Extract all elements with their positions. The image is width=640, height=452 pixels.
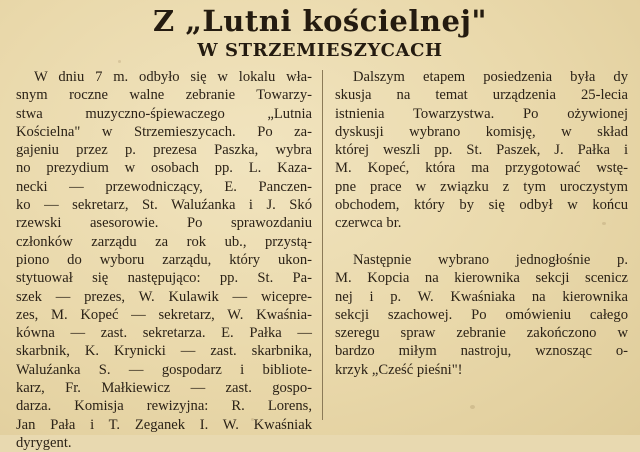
text-line: której weszli pp. St. Paszek, J. Pałka i — [335, 142, 628, 159]
text-line: sekcji szachowej. Po omówieniu całego — [335, 306, 628, 323]
left-column — [16, 68, 312, 452]
text-line: ko — sekretarz, St. Waluźanka i J. Skó — [16, 197, 312, 214]
text-line: rzewski asesorowie. Po sprawozdaniu — [16, 215, 312, 232]
text-line: Waluźanka S. — gospodarz i bibliote- — [16, 361, 312, 378]
text-line: Dalszym etapem posiedzenia była dy — [353, 69, 628, 85]
text-line: szeregu spraw zebranie zakończono w — [335, 325, 628, 342]
article-subheadline: W STRZEMIESZYCACH — [197, 40, 443, 61]
text-line: Następnie wybrano jednogłośnie p. — [353, 251, 628, 268]
text-line: gajeniu przez p. prezesa Paszka, wybra — [16, 142, 312, 159]
text-line: piono do wyboru zarządu, który ukon- — [16, 251, 312, 268]
article-headline: Z „Lutni kościelnej" — [152, 4, 488, 38]
text-line: W dniu 7 m. odbyło się w lokalu wła- — [34, 69, 312, 85]
text-line: skarbnik, K. Krynicki — zast. skarbnika, — [16, 343, 312, 360]
text-line: no prezydium w osobach pp. L. Kaza- — [16, 160, 312, 177]
text-line: karz, Fr. Małkiewicz — zast. gospo- — [16, 380, 312, 397]
paper-speck — [470, 405, 475, 409]
text-line: kówna — zast. sekretarza. E. Pałka — — [16, 325, 312, 342]
text-line: stytuował się następująco: pp. St. Pa- — [16, 270, 312, 287]
text-line: istnienia Towarzystwa. Po ożywionej — [335, 105, 628, 122]
text-line: zes, M. Kopeć — sekretarz, W. Kwaśnia- — [16, 306, 312, 323]
text-line: stwa muzyczno-śpiewaczego „Lutnia — [16, 105, 312, 122]
text-line: Jan Pała i T. Zeganek I. W. Kwaśniak — [16, 416, 312, 433]
text-line: krzyk „Cześć pieśni"! — [335, 361, 463, 378]
text-line: skusja na temat urządzenia 25-lecia — [335, 87, 628, 104]
text-line: darza. Komisja rewizyjna: R. Lorens, — [16, 398, 312, 415]
text-line: necki — przewodniczący, E. Panczen- — [16, 178, 312, 195]
text-line: obchodem, który by się odbył w końcu — [335, 197, 628, 214]
text-line: snym roczne walne zebranie Towarzy- — [16, 87, 312, 104]
paper-speck — [251, 418, 254, 421]
column-divider — [322, 70, 323, 420]
paper-speck — [118, 60, 121, 63]
text-line: dyrygent. — [16, 434, 72, 451]
text-line: członków zarządu za rok ub., przystą- — [16, 233, 312, 250]
text-line: bardzo miłym nastroju, wznosząc o- — [335, 343, 628, 360]
text-line: dyskusji wybrano komisję, w skład — [335, 123, 628, 140]
text-line: Kościelna" w Strzemieszycach. Po za- — [16, 123, 312, 140]
paragraph-gap — [335, 233, 628, 251]
text-line: pne prace w związku z tym uroczystym — [335, 178, 628, 195]
text-line: czerwca br. — [335, 215, 402, 232]
text-line: M. Kopeć, która ma przygotować wstę- — [335, 160, 628, 177]
text-line: nej i p. W. Kwaśniaka na kierownika — [335, 288, 628, 305]
paper-speck — [602, 222, 606, 225]
text-line: M. Kopcia na kierownika sekcji scenicz — [335, 270, 628, 287]
text-line: szek — prezes, W. Kulawik — wicepre- — [16, 288, 312, 305]
right-column — [335, 68, 628, 379]
